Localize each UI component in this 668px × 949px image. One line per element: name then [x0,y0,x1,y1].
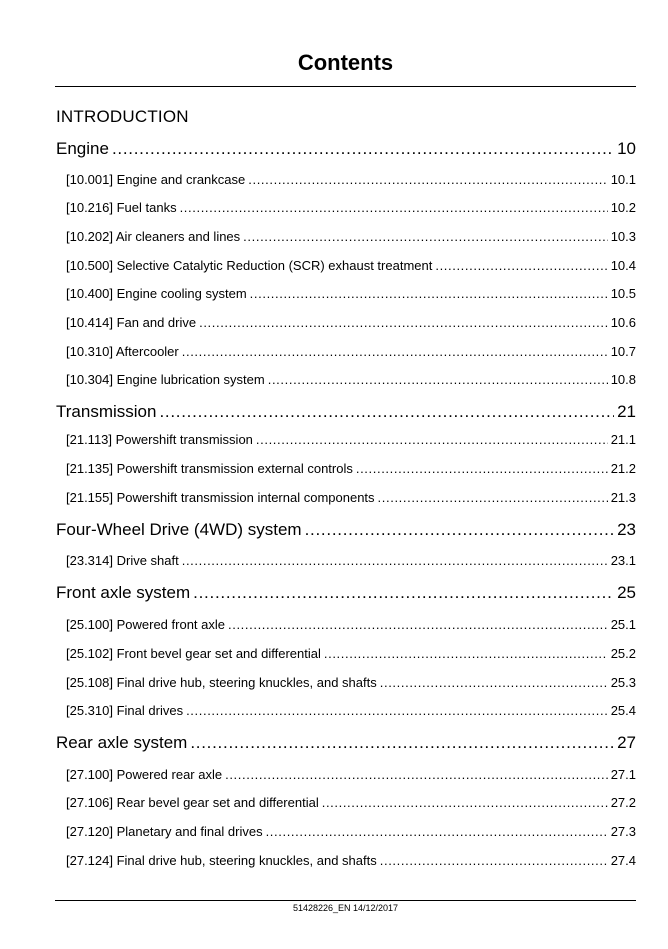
dot-leader [112,139,614,159]
toc-item-page: 25.4 [610,703,636,718]
toc-item-page: 21.1 [610,432,636,447]
toc-section-label: Four-Wheel Drive (4WD) system [56,520,302,539]
toc-item-label: [25.102] Front bevel gear set and differential [66,646,321,661]
toc-section-page: 25 [617,583,636,602]
toc-section-label: Engine [56,139,109,158]
title-rule [55,86,636,87]
toc-item-page: 25.3 [610,675,636,690]
toc-item-label: [25.108] Final drive hub, steering knuckles, and shafts [66,675,377,690]
toc-item[interactable] [66,646,636,663]
toc-item-label: [10.001] Engine and crankcase [66,172,246,187]
toc-item-page: 23.1 [610,553,636,568]
toc-section-page: 21 [617,402,636,421]
toc-item-page: 10.7 [610,344,636,359]
toc-item[interactable] [66,675,636,692]
dot-leader [180,200,608,215]
dot-leader [356,461,608,476]
toc-item-page: 10.6 [610,315,636,330]
toc-item[interactable] [66,315,636,332]
dot-leader [266,824,608,839]
toc-item[interactable] [66,372,636,389]
toc-item-page: 27.1 [610,767,636,782]
dot-leader [324,646,608,661]
toc-item-label: [23.314] Drive shaft [66,553,179,568]
toc-item-label: [10.500] Selective Catalytic Reduction (SCR) exhaust treatment [66,258,433,273]
toc-section-page: 10 [617,139,636,158]
toc-item-page: 27.3 [610,824,636,839]
dot-leader [380,675,608,690]
dot-leader [378,490,608,505]
toc-item-page: 27.2 [610,795,636,810]
toc-item-label: [10.414] Fan and drive [66,315,197,330]
toc-item-label: [10.400] Engine cooling system [66,286,247,301]
toc-item-page: 10.5 [610,286,636,301]
toc-section-page: 27 [617,733,636,752]
toc-item[interactable] [66,258,636,275]
toc-item-label: [10.310] Aftercooler [66,344,179,359]
toc-section-engine[interactable] [56,139,636,161]
footer-rule [55,900,636,901]
toc-item[interactable] [66,703,636,720]
dot-leader [380,853,608,868]
dot-leader [159,402,614,422]
dot-leader [182,553,608,568]
toc-item-label: [25.100] Powered front axle [66,617,225,632]
toc-item-page: 27.4 [610,853,636,868]
toc-item[interactable] [66,553,636,570]
toc-item-page: 25.2 [610,646,636,661]
toc-item-label: [27.100] Powered rear axle [66,767,223,782]
dot-leader [305,520,614,540]
toc-item-label: [21.135] Powershift transmission external controls [66,461,353,476]
toc-section-4wd[interactable] [56,520,636,542]
toc-item-page: 10.8 [610,372,636,387]
toc-item-page: 10.1 [610,172,636,187]
dot-leader [322,795,608,810]
toc-item[interactable] [66,344,636,361]
toc-item-page: 10.2 [610,200,636,215]
toc-section-page: 23 [617,520,636,539]
toc-item-page: 25.1 [610,617,636,632]
toc-section-label: Transmission [56,402,157,421]
toc-item-label: [27.120] Planetary and final drives [66,824,263,839]
dot-leader [268,372,608,387]
toc-item[interactable] [66,432,636,449]
toc-section-label: Rear axle system [56,733,188,752]
page-title: Contents [297,50,394,75]
toc-item-label: [10.216] Fuel tanks [66,200,177,215]
toc-item-label: [21.113] Powershift transmission [66,432,253,447]
toc-item[interactable] [66,617,636,634]
toc-item-page: 10.3 [610,229,636,244]
dot-leader [182,344,608,359]
toc-item[interactable] [66,200,636,217]
dot-leader [225,767,608,782]
toc-section-front-axle[interactable] [56,583,636,605]
toc-item[interactable] [66,767,636,784]
toc-item-page: 21.2 [610,461,636,476]
dot-leader [228,617,608,632]
toc-item[interactable] [66,824,636,841]
toc-item[interactable] [66,853,636,870]
dot-leader [186,703,608,718]
toc-item-label: [25.310] Final drives [66,703,184,718]
toc-section-label: Front axle system [56,583,191,602]
dot-leader [193,583,614,603]
dot-leader [243,229,608,244]
toc-section-transmission[interactable] [56,402,636,424]
toc-item-label: [10.202] Air cleaners and lines [66,229,241,244]
toc-item[interactable] [66,172,636,189]
toc-item-label: [27.124] Final drive hub, steering knuckles, and shafts [66,853,377,868]
toc-item[interactable] [66,229,636,246]
dot-leader [248,172,607,187]
dot-leader [256,432,608,447]
toc-item[interactable] [66,286,636,303]
dot-leader [435,258,607,273]
toc-item-label: [27.106] Rear bevel gear set and differential [66,795,319,810]
dot-leader [199,315,608,330]
toc-section-rear-axle[interactable] [56,733,636,755]
footer-doc-id: 51428226_EN 14/12/2017 [292,903,399,913]
dot-leader [190,733,614,753]
toc-item-label: [10.304] Engine lubrication system [66,372,265,387]
toc-item-page: 21.3 [610,490,636,505]
introduction-heading: INTRODUCTION [56,107,189,126]
toc-item-label: [21.155] Powershift transmission internal components [66,490,375,505]
toc-item-page: 10.4 [610,258,636,273]
dot-leader [250,286,608,301]
toc-item[interactable] [66,490,636,507]
toc-item[interactable] [66,795,636,812]
toc-item[interactable] [66,461,636,478]
